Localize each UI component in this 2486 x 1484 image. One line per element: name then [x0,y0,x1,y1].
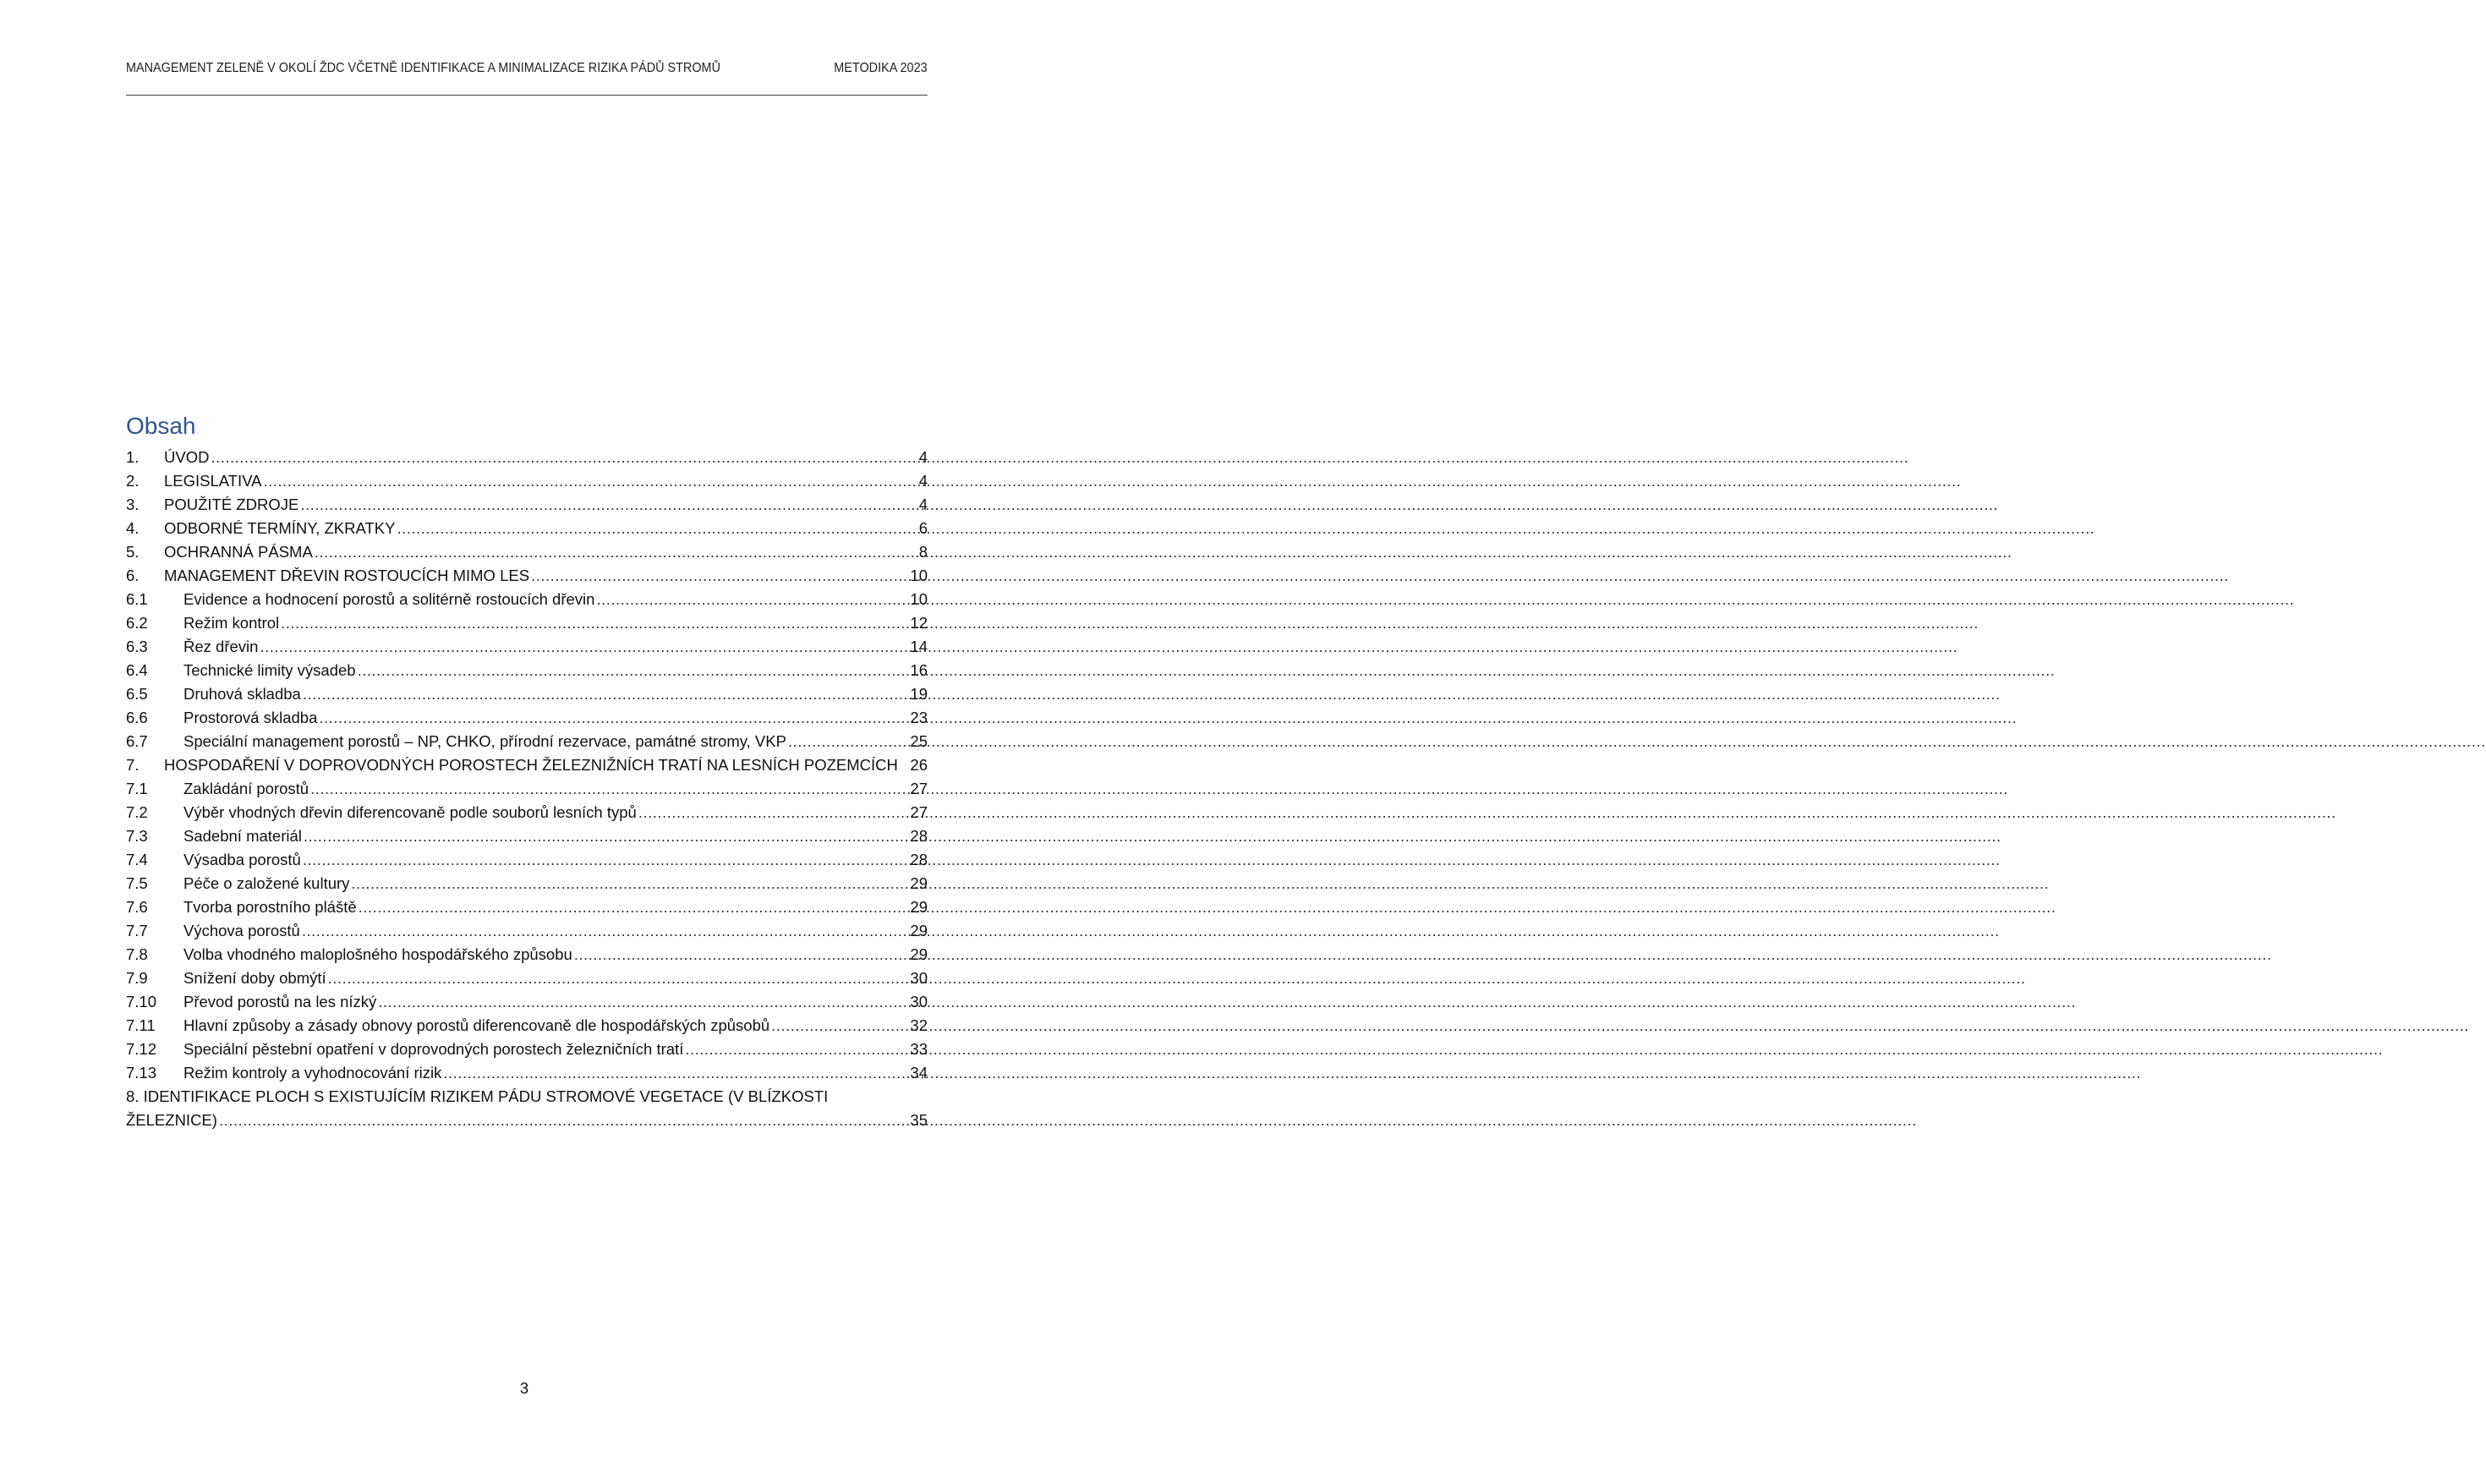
toc-entry-title: Řez dřevin [183,638,259,655]
toc-entry-7-13[interactable] [126,1061,928,1085]
toc-entry-title: ÚVOD [164,448,210,466]
toc-entry-page: 32 [910,1016,928,1034]
toc-entry-6-2[interactable] [126,611,928,635]
toc-entry-page: 29 [910,898,928,916]
toc-leader-dots [315,540,917,564]
toc-entry-title: LEGISLATIVA [164,472,262,490]
toc-entry-page: 4 [918,448,928,466]
toc-entry-page: 29 [910,874,928,892]
toc-entry-title: Hlavní způsoby a zásady obnovy porostů diferencovaně dle hospodářských způsobů [183,1016,770,1034]
toc-entry-7-5[interactable] [126,872,928,895]
toc-entry-number: 2. [126,472,140,490]
toc-entry-title: Sadební materiál [183,827,302,845]
toc-entry-6-1[interactable] [126,588,928,611]
toc-entry-number: 6.5 [126,685,148,703]
toc-leader-dots [574,943,909,967]
toc-leader-dots [281,611,908,635]
toc-leader-dots [638,801,909,824]
toc-entry-title: Péče o založené kultury [183,874,350,892]
toc-entry-page: 14 [910,638,928,655]
toc-entry-page: 28 [910,827,928,845]
toc-leader-dots [359,895,909,919]
toc-entry-number: 6.3 [126,638,148,655]
page-header [126,61,928,86]
toc-entry-number: 7. [126,756,140,774]
toc-leader-dots [788,730,908,753]
toc-entry-number: 7.9 [126,969,148,987]
toc-entry-title: ODBORNÉ TERMÍNY, ZKRATKY [164,519,396,537]
toc-entry-title: Druhová skladba [183,685,301,703]
toc-entry-6-4[interactable] [126,659,928,682]
toc-entry-4[interactable] [126,517,928,540]
toc-entry-number: 5. [126,543,140,561]
toc-entry-number: 7.4 [126,851,148,868]
toc-entry-title: Režim kontroly a vyhodnocování rizik [183,1064,442,1082]
toc-heading: Obsah [126,413,196,439]
toc-entry-number: 6.7 [126,732,148,750]
toc-entry-7-7[interactable] [126,919,928,943]
toc-entry-number: 4. [126,519,140,537]
toc-entry-8-line-1[interactable]: 8. IDENTIFIKACE PLOCH S EXISTUJÍCÍM RIZIKEM PÁDU STROMOVÉ VEGETACE (V BLÍZKOSTI [126,1087,829,1105]
header-document-type-year: METODIKA 2023 [834,61,928,75]
toc-leader-dots [300,493,917,517]
toc-leader-dots [531,564,908,588]
toc-entry-page: 30 [910,969,928,987]
toc-entry-title: ŽELEZNICE) [126,1111,217,1129]
toc-entry-page: 19 [910,685,928,703]
toc-entry-title: Technické limity výsadeb [183,661,356,679]
toc-leader-dots [378,990,908,1014]
toc-entry-page: 16 [910,661,928,679]
toc-leader-dots [304,824,909,848]
toc-entry-number: 6. [126,567,140,584]
toc-entry-page: 4 [918,496,928,513]
toc-entry-number: 6.1 [126,590,148,608]
toc-entry-title: HOSPODAŘENÍ V DOPROVODNÝCH POROSTECH ŽELEZNIŽNÍCH TRATÍ NA LESNÍCH POZEMCÍCH [164,756,898,774]
toc-entry-title: MANAGEMENT DŘEVIN ROSTOUCÍCH MIMO LES [164,567,530,584]
toc-entry-number: 3. [126,496,140,513]
toc-entry-number: 7.8 [126,945,148,963]
toc-entry-title: Snížení doby obmýtí [183,969,326,987]
toc-entry-page: 25 [910,732,928,750]
toc-entry-7-9[interactable] [126,967,928,990]
toc-leader-dots [303,682,909,706]
toc-entry-number: 7.5 [126,874,148,892]
toc-entry-7-1[interactable] [126,777,928,801]
toc-entry-8[interactable] [126,1109,928,1132]
toc-entry-number: 7.12 [126,1040,157,1058]
header-divider [126,95,928,96]
toc-entry-page: 29 [910,922,928,939]
toc-entry-title: Prostorová skladba [183,709,318,726]
toc-leader-dots [264,469,917,493]
toc-entry-1[interactable] [126,446,928,469]
toc-entry-page: 23 [910,709,928,726]
toc-leader-dots [351,872,908,895]
toc-entry-number: 6.6 [126,709,148,726]
toc-entry-page: 33 [910,1040,928,1058]
toc-entry-title: Výchova porostů [183,922,300,939]
toc-leader-dots [219,1109,908,1132]
toc-entry-2[interactable] [126,469,928,493]
toc-leader-dots [260,635,908,659]
toc-entry-number: 7.2 [126,803,148,821]
toc-leader-dots [596,588,908,611]
toc-entry-title: Převod porostů na les nízký [183,993,377,1010]
toc-entry-6-5[interactable] [126,682,928,706]
toc-entry-page: 27 [910,803,928,821]
page-number: 3 [519,1379,529,1397]
toc-entry-page: 26 [910,756,928,774]
toc-entry-page: 10 [910,590,928,608]
toc-entry-page: 6 [918,519,928,537]
toc-entry-7-11[interactable] [126,1014,928,1038]
toc-entry-3[interactable] [126,493,928,517]
toc-entry-number: 7.11 [126,1016,156,1034]
toc-entry-7-8[interactable] [126,943,928,967]
toc-entry-title: Speciální pěstební opatření v doprovodných porostech železničních tratí [183,1040,684,1058]
toc-leader-dots [443,1061,908,1085]
toc-entry-7-4[interactable] [126,848,928,872]
toc-entry-page: 12 [910,614,928,632]
toc-entry-number: 7.3 [126,827,148,845]
toc-entry-title: POUŽITÉ ZDROJE [164,496,299,513]
toc-leader-dots [397,517,917,540]
toc-entry-number: 7.13 [126,1064,157,1082]
toc-entry-7-2[interactable] [126,801,928,824]
toc-entry-page: 29 [910,945,928,963]
toc-entry-title: Výběr vhodných dřevin diferencovaně podle souborů lesních typů [183,803,637,821]
toc-entry-page: 4 [918,472,928,490]
header-document-title: MANAGEMENT ZELENĚ V OKOLÍ ŽDC VČETNĚ IDENTIFIKACE A MINIMALIZACE RIZIKA PÁDŮ STROMŮ [126,61,720,75]
toc-entry-6-3[interactable] [126,635,928,659]
toc-entry-title: Speciální management porostů – NP, CHKO, přírodní rezervace, památné stromy, VKP [183,732,786,750]
toc-entry-page: 27 [910,780,928,797]
toc-entry-page: 10 [910,567,928,584]
toc-entry-7-12[interactable] [126,1038,928,1061]
toc-entry-7-3[interactable] [126,824,928,848]
toc-entry-number: 7.6 [126,898,148,916]
toc-entry-title: Evidence a hodnocení porostů a solitérně rostoucích dřevin [183,590,595,608]
toc-leader-dots [685,1038,908,1061]
toc-entry-number: 7.7 [126,922,148,939]
toc-entry-5[interactable] [126,540,928,564]
toc-entry-7-10[interactable] [126,990,928,1014]
table-of-contents [126,446,928,1132]
toc-leader-dots [358,659,909,682]
toc-entry-number: 1. [126,448,140,466]
toc-entry-page: 35 [910,1111,928,1129]
toc-entry-title: OCHRANNÁ PÁSMA [164,543,313,561]
toc-leader-dots [303,848,909,872]
toc-entry-page: 30 [910,993,928,1010]
toc-entry-number: 7.1 [126,780,148,797]
toc-entry-6-7[interactable] [126,730,928,753]
toc-entry-page: 8 [918,543,928,561]
toc-entry-number: 7.10 [126,993,157,1010]
toc-entry-7[interactable] [126,753,928,777]
toc-entry-6[interactable] [126,564,928,588]
toc-entry-7-6[interactable] [126,895,928,919]
toc-entry-title: Tvorba porostního pláště [183,898,357,916]
toc-entry-page: 34 [910,1064,928,1082]
toc-entry-title: Zakládání porostů [183,780,309,797]
toc-entry-number: 6.4 [126,661,148,679]
toc-entry-title: Výsadba porostů [183,851,301,868]
toc-leader-dots [310,777,908,801]
toc-entry-6-6[interactable] [126,706,928,730]
toc-leader-dots [771,1014,908,1038]
toc-leader-dots [211,446,917,469]
toc-entry-number: 6.2 [126,614,148,632]
toc-entry-title: Režim kontrol [183,614,280,632]
toc-entry-title: Volba vhodného maloplošného hospodářského způsobu [183,945,572,963]
toc-entry-page: 28 [910,851,928,868]
toc-leader-dots [328,967,909,990]
toc-leader-dots [302,919,909,943]
toc-leader-dots [319,706,908,730]
